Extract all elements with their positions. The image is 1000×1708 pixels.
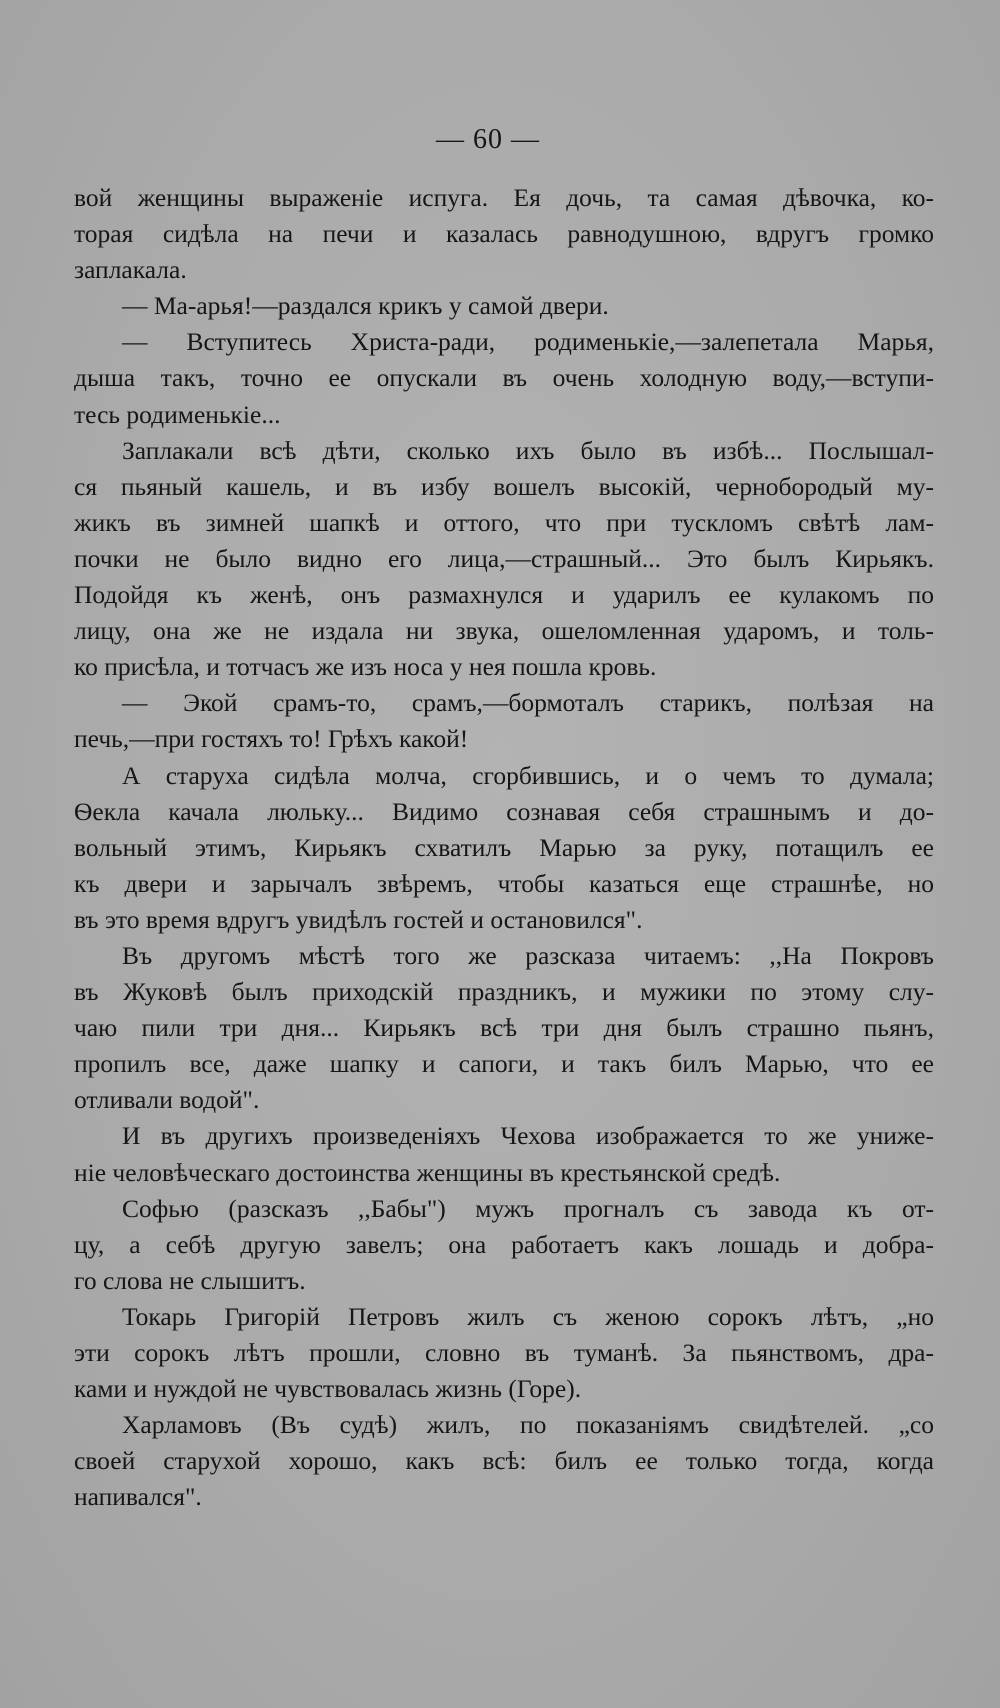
text-line: лицу, она же не издала ни звука, ошеломленная ударомъ, и толь- bbox=[74, 616, 934, 646]
text-line: пропилъ все, даже шапку и сапоги, и такъ билъ Марью, что ее bbox=[74, 1049, 934, 1079]
text-line: отливали водой". bbox=[74, 1085, 260, 1115]
text-line: Заплакали всѣ дѣти, сколько ихъ было въ избѣ... Послышал- bbox=[122, 435, 934, 465]
text-line: напивался". bbox=[74, 1482, 202, 1512]
body-text bbox=[74, 180, 934, 1515]
text-line: своей старухой хорошо, какъ всѣ: билъ ее только тогда, когда bbox=[74, 1446, 934, 1476]
text-line: печь,—при гостяхъ то! Грѣхъ какой! bbox=[74, 724, 469, 754]
text-line: Токарь Григорій Петровъ жилъ съ женою сорокъ лѣтъ, „но bbox=[122, 1301, 934, 1331]
text-line: ками и нуждой не чувствовалась жизнь (Горе). bbox=[74, 1374, 582, 1404]
text-line: жикъ въ зимней шапкѣ и оттого, что при тускломъ свѣтѣ лам- bbox=[74, 507, 934, 537]
text-line: вой женщины выраженіе испуга. Ея дочь, та самая дѣвочка, ко- bbox=[74, 183, 934, 212]
text-line: Въ другомъ мѣстѣ того же разсказа читаемъ: ,,На Покровъ bbox=[122, 940, 934, 970]
text-line: Подойдя къ женѣ, онъ размахнулся и ударилъ ее кулакомъ по bbox=[74, 580, 934, 610]
text-line: дыша такъ, точно ее опускали въ очень холодную воду,—вступи- bbox=[74, 363, 934, 393]
text-line: ся пьяный кашель, и въ избу вошелъ высокій, чернобородый му- bbox=[74, 471, 934, 501]
text-line: — Экой срамъ-то, срамъ,—бормоталъ старикъ, полѣзая на bbox=[122, 688, 934, 718]
text-line: — Ма-арья!—раздался крикъ у самой двери. bbox=[122, 291, 609, 321]
text-line: почки не было видно его лица,—страшный... Это былъ Кирьякъ. bbox=[74, 543, 934, 573]
text-line: вольный этимъ, Кирьякъ схватилъ Марью за руку, потащилъ ее bbox=[74, 832, 934, 862]
text-line: Ѳекла качала люльку... Видимо сознавая себя страшнымъ и до- bbox=[74, 796, 934, 826]
text-line: А старуха сидѣла молча, сгорбившись, и о чемъ то думала; bbox=[122, 760, 934, 790]
text-line: И въ другихъ произведеніяхъ Чехова изображается то же униже- bbox=[122, 1121, 934, 1151]
text-line: къ двери и зарычалъ звѣремъ, чтобы казаться еще страшнѣе, но bbox=[74, 868, 934, 898]
text-line: го слова не слышитъ. bbox=[74, 1265, 306, 1295]
text-line: заплакала. bbox=[74, 255, 187, 285]
text-line: Софью (разсказъ ,,Бабы") мужъ прогналъ съ завода къ от- bbox=[122, 1193, 934, 1223]
text-line: — Вступитесь Христа-ради, родименькіе,—залепетала Марья, bbox=[122, 327, 934, 357]
text-line: въ это время вдругъ увидѣлъ гостей и остановился". bbox=[74, 904, 643, 934]
text-line: чаю пили три дня... Кирьякъ всѣ три дня былъ страшно пьянъ, bbox=[74, 1013, 934, 1043]
text-line: ко присѣла, и тотчасъ же изъ носа у нея пошла кровь. bbox=[74, 652, 657, 682]
text-line: въ Жуковѣ былъ приходскій праздникъ, и мужики по этому слу- bbox=[74, 977, 934, 1007]
text-line: Харламовъ (Въ судѣ) жилъ, по показаніямъ свидѣтелей. „со bbox=[122, 1410, 934, 1440]
page-number: — 60 — bbox=[436, 124, 540, 155]
text-line: ніе человѣческаго достоинства женщины въ крестьянской средѣ. bbox=[74, 1157, 781, 1187]
text-line: торая сидѣла на печи и казалась равнодушною, вдругъ громко bbox=[74, 219, 934, 249]
text-line: эти сорокъ лѣтъ прошли, словно въ туманѣ. За пьянствомъ, дра- bbox=[74, 1338, 934, 1367]
text-line: цу, а себѣ другую завелъ; она работаетъ какъ лошадь и добра- bbox=[74, 1229, 934, 1259]
text-line: тесь родименькіе... bbox=[74, 399, 281, 429]
